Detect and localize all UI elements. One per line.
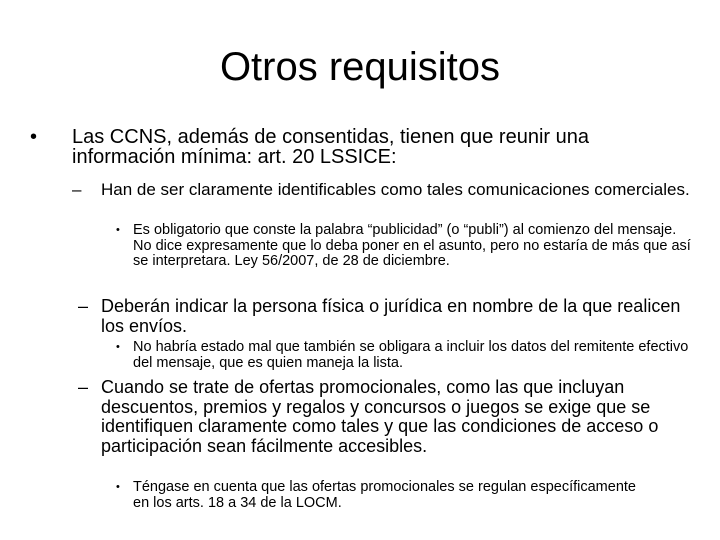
bullet-text-level2: Cuando se trate de ofertas promocionales, como las que incluyan descuentos, premios y regalos y concursos o juegos se exige que se identifiquen claramente como tales y que las condiciones de acceso o participación sean fácilmente accesibles. bbox=[101, 377, 659, 456]
slide-title: Otros requisitos bbox=[219, 45, 501, 89]
bullet-text-level2: Han de ser claramente identificables como tales comunicaciones comerciales. bbox=[101, 180, 690, 199]
bullet-text-level1: Las CCNS, además de consentidas, tienen que reunir una información mínima: art. 20 LSSICE: bbox=[72, 126, 589, 168]
dash-marker: – bbox=[78, 296, 89, 316]
bullet-text-level3: No habría estado mal que también se obligara a incluir los datos del remitente efectivo del mensaje, que es quien maneja la lista. bbox=[133, 339, 689, 371]
bullet-text-level2: Deberán indicar la persona física o jurídica en nombre de la que realicen los envíos. bbox=[101, 296, 681, 336]
dash-marker: – bbox=[78, 377, 89, 397]
dash-marker: – bbox=[72, 180, 82, 199]
bullet-marker: • bbox=[30, 126, 38, 148]
bullet-marker: • bbox=[116, 224, 120, 236]
bullet-text-level3: Es obligatorio que conste la palabra “publicidad” (o “publi”) al comienzo del mensaje. No dice expresamente que lo deba poner en el asunto, pero no estaría de más que así se interpretara. Ley 56/2007, de 28 de diciembre. bbox=[133, 222, 691, 269]
bullet-marker: • bbox=[116, 341, 120, 353]
bullet-marker: • bbox=[116, 481, 120, 493]
bullet-text-level3: Téngase en cuenta que las ofertas promocionales se regulan específicamente en los arts. 18 a 34 de la LOCM. bbox=[133, 479, 636, 511]
